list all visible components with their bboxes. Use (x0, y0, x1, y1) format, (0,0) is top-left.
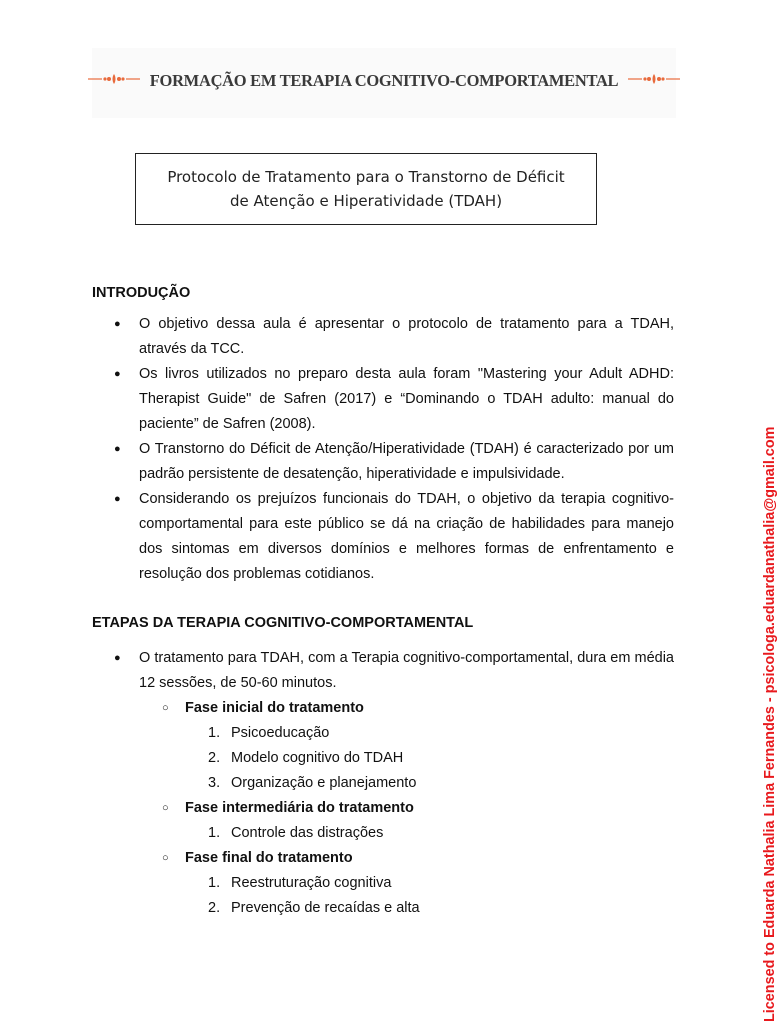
document-body (92, 281, 674, 921)
document-header (92, 48, 676, 118)
intro-heading: INTRODUÇÃO (92, 285, 191, 301)
step-number: 1. (208, 725, 221, 741)
phase-list (92, 696, 674, 721)
phase-item (92, 846, 674, 871)
flourish-ornament-left-icon (88, 72, 140, 91)
phase-list (92, 846, 674, 871)
step-text: Reestruturação cognitiva (231, 875, 392, 891)
intro-item: ● Os livros utilizados no preparo desta aula foram "Mastering your Adult ADHD: Therapist Guide" de Safren (2017) e “Dominando o TDAH adulto: manual do paciente” de Safren (2008). (92, 362, 674, 437)
phase-title: Fase inicial do tratamento (185, 700, 364, 716)
step-text: Psicoeducação (231, 725, 330, 741)
step-text: Controle das distrações (231, 825, 384, 841)
step-text: Organização e planejamento (231, 775, 417, 791)
document-title-box (135, 153, 597, 225)
phase-item (92, 696, 674, 721)
phase-steps (92, 871, 674, 921)
step-number: 2. (208, 900, 221, 916)
step-number: 2. (208, 750, 221, 766)
document-title-line-2: de Atenção e Hiperatividade (TDAH) (229, 192, 503, 210)
step-item (92, 871, 674, 896)
phase-list (92, 796, 674, 821)
phase-item (92, 796, 674, 821)
intro-item: ● Considerando os prejuízos funcionais do TDAH, o objetivo da terapia cognitivo-comportamental para este público se dá na criação de habilidades para manejo dos sintomas em diversos domínios e melhores formas de enfrentamento e resolução dos problemas cotidianos. (92, 487, 674, 587)
step-text: Modelo cognitivo do TDAH (231, 750, 404, 766)
intro-item: ● O Transtorno do Déficit de Atenção/Hiperatividade (TDAH) é caracterizado por um padrão persistente de desatenção, hiperatividade e impulsividade. (92, 437, 674, 487)
etapas-item: ● O tratamento para TDAH, com a Terapia cognitivo-comportamental, dura em média 12 sessões, de 50-60 minutos. (92, 646, 674, 696)
etapas-list (92, 646, 674, 696)
license-watermark: Licensed to Eduarda Nathalia Lima Fernandes - psicologa.eduardanathalia@gmail.com (762, 426, 778, 1022)
flourish-ornament-right-icon (628, 72, 680, 91)
step-item (92, 821, 674, 846)
phase-title: Fase intermediária do tratamento (185, 800, 414, 816)
etapas-heading: ETAPAS DA TERAPIA COGNITIVO-COMPORTAMENTAL (92, 615, 474, 631)
step-item (92, 771, 674, 796)
step-text: Prevenção de recaídas e alta (231, 900, 420, 916)
step-item (92, 896, 674, 921)
step-item (92, 746, 674, 771)
intro-list (92, 312, 674, 587)
intro-item: ● O objetivo dessa aula é apresentar o protocolo de tratamento para a TDAH, através da TCC. (92, 312, 674, 362)
phase-steps (92, 821, 674, 846)
header-title: FORMAÇÃO EM TERAPIA COGNITIVO-COMPORTAMENTAL (149, 71, 619, 90)
step-number: 1. (208, 825, 221, 841)
step-number: 1. (208, 875, 221, 891)
step-number: 3. (208, 775, 221, 791)
phase-steps (92, 721, 674, 796)
document-title-line-1: Protocolo de Tratamento para o Transtorno de Déficit (167, 168, 565, 186)
step-item (92, 721, 674, 746)
phase-title: Fase final do tratamento (185, 850, 353, 866)
